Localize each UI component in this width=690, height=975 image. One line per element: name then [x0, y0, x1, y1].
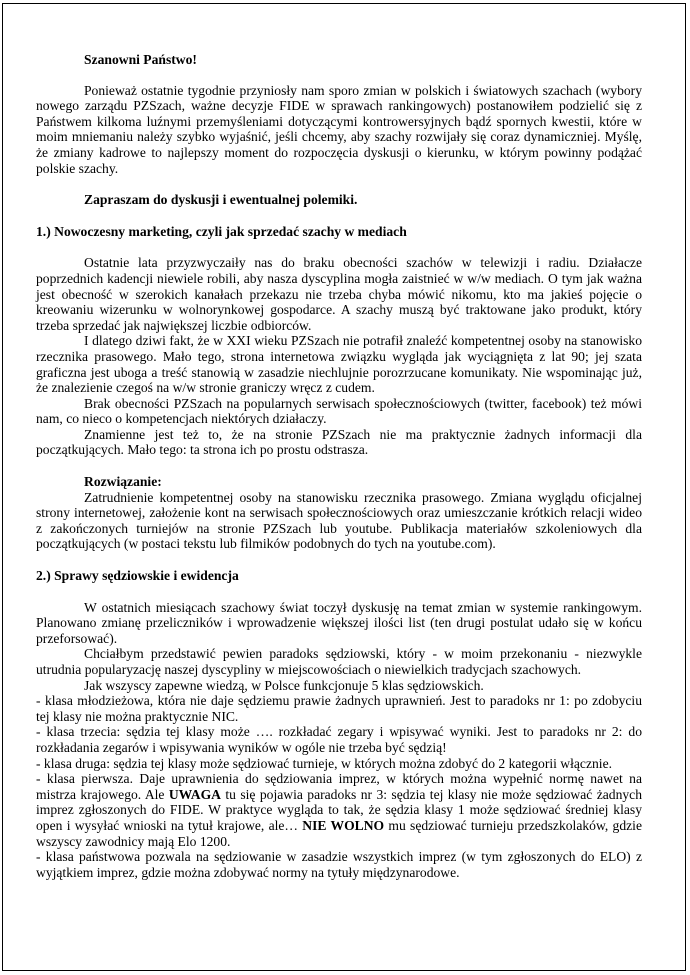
section-2-paragraph: Jak wszyscy zapewne wiedzą, w Polsce funkcjonuje 5 klas sędziowskich.	[84, 677, 484, 693]
referee-class-item	[36, 771, 642, 849]
solution-paragraph: Zatrudnienie kompetentnej osoby na stanowisku rzecznika prasowego. Zmiana wyglądu oficjalnej strony internetowej, założenie kont na serwisach społecznościowych oraz umieszczanie krótkich relacji wideo z zakończonych turniejów na stronie PZSzach lub youtube. Publikacja materiałów szkoleniowych dla początkujących (w postaci tekstu lub filmików podobnych do tych na youtube.com).	[36, 489, 642, 552]
section-1-paragraph: I dlatego dziwi fakt, że w XXI wieku PZSzach nie potrafił znaleźć kompetentnej osoby na stanowisko rzecznika prasowego. Mało tego, strona internetowa związku wygląda jak wyciągnięta z lat 90; jej szata graficzna jest uboga a treść stanowią w zasadzie niechlujnie porozrzucane komunikaty. Nie wspominając już, że znalezienie czegoś na w/w stronie graniczy wręcz z cudem.	[36, 333, 642, 396]
section-1-paragraph: Brak obecności PZSzach na popularnych serwisach społecznościowych (twitter, facebook) też mówi nam, co nieco o kompetencjach niektórych działaczy.	[36, 395, 642, 427]
solution-label: Rozwiązanie:	[84, 474, 162, 490]
section-1-paragraph: Ostatnie lata przyzwyczaiły nas do braku obecności szachów w telewizji i radiu. Działacze poprzednich kadencji niewiele robili, aby nasza dyscyplina mogła zaistnieć w w/w mediach. O tym jak ważna jest obecność w szerokich kanałach przekazu nie trzeba chyba mówić nikomu, kto ma jakieś pojęcie o kreowaniu wizerunku w wolnorynkowej gospodarce. A szachy muszą być traktowane jako produkt, który trzeba sprzedać jak największej liczbie odbiorców.	[36, 255, 642, 333]
section-2-heading: 2.) Sprawy sędziowskie i ewidencja	[36, 568, 239, 584]
greeting: Szanowni Państwo!	[84, 52, 197, 67]
section-1-paragraph: Znamienne jest też to, że na stronie PZSzach nie ma praktycznie żadnych informacji dla początkujących. Mało tego: ta strona ich po prostu odstrasza.	[36, 426, 642, 458]
referee-class-item: - klasa państwowa pozwala na sędziowanie w zasadzie wszystkich imprez (w tym zgłoszonych do ELO) z wyjątkiem imprez, gdzie można zdobywać normy na tytuły międzynarodowe.	[36, 849, 642, 880]
referee-class-item: - klasa trzecia: sędzia tej klasy może …. rozkładać zegary i wpisywać wyniki. Jest to paradoks nr 2: do rozkładania zegarów i wpisywania wyników w ogóle nie trzeba być sędzią!	[36, 724, 642, 755]
uwaga-emphasis: UWAGA	[168, 786, 221, 802]
item-text: - klasa pierwsza. Daje uprawnienia do sędziowania imprez, w których można wypełnić normę nawet na mistrza krajowego. Ale	[36, 771, 642, 802]
referee-class-item: - klasa druga: sędzia tej klasy może sędziować turnieje, w których można zdobyć do 2 kategorii włącznie.	[36, 755, 613, 771]
section-2-paragraph: W ostatnich miesiącach szachowy świat toczył dyskusję na temat zmian w systemie rankingowym. Planowano zmianę przeliczników i wprowadzenie większej ilości list (ten drugi postulat udało się w końcu przeforsować).	[36, 599, 642, 646]
document-body	[36, 52, 642, 880]
section-1-heading: 1.) Nowoczesny marketing, czyli jak sprzedać szachy w mediach	[36, 223, 407, 239]
section-2-paragraph: Chciałbym przedstawić pewien paradoks sędziowski, który - w moim przekonaniu - niezwykle utrudnia popularyzację naszej dyscypliny w miejscowościach o niewielkich tradycjach szachowych.	[36, 646, 642, 677]
document-page	[2, 3, 686, 971]
referee-class-item: - klasa młodzieżowa, która nie daje sędziemu prawie żadnych uprawnień. Jest to paradoks nr 1: po zdobyciu tej klasy nie można praktycznie NIC.	[36, 693, 642, 724]
item-text: mu sędziować turnieju przedszkolaków, gdzie wszyscy zawodnicy mają Elo 1200.	[36, 817, 642, 849]
item-text: tu się pojawia paradoks nr 3: sędzia tej klasy nie może sędziować żadnych imprez zgłoszonych do FIDE. W praktyce wygląda to tak, że sędzia klasy 1 może sędziować średniej klasy open i wysyłać wnioski na tytuł krajowe, ale…	[36, 786, 643, 833]
invitation-line: Zapraszam do dyskusji i ewentualnej polemiki.	[84, 192, 358, 208]
intro-paragraph: Ponieważ ostatnie tygodnie przyniosły nam sporo zmian w polskich i światowych szachach (wybory nowego zarządu PZSzach, ważne decyzje FIDE w sprawach rankingowych) postanowiłem podzielić się z Państwem kilkoma luźnymi przemyśleniami dotyczącymi kontrowersyjnych bądź spornych kwestii, które w moim mniemaniu należy szybko wyjaśnić, jeśli chcemy, aby szachy rozwijały się coraz dynamiczniej. Myślę, że zmiany kadrowe to najlepszy moment do rozpoczęcia dyskusji o kierunku, w którym powinny podążać polskie szachy.	[36, 82, 642, 176]
nie-wolno-emphasis: NIE WOLNO	[302, 817, 385, 833]
